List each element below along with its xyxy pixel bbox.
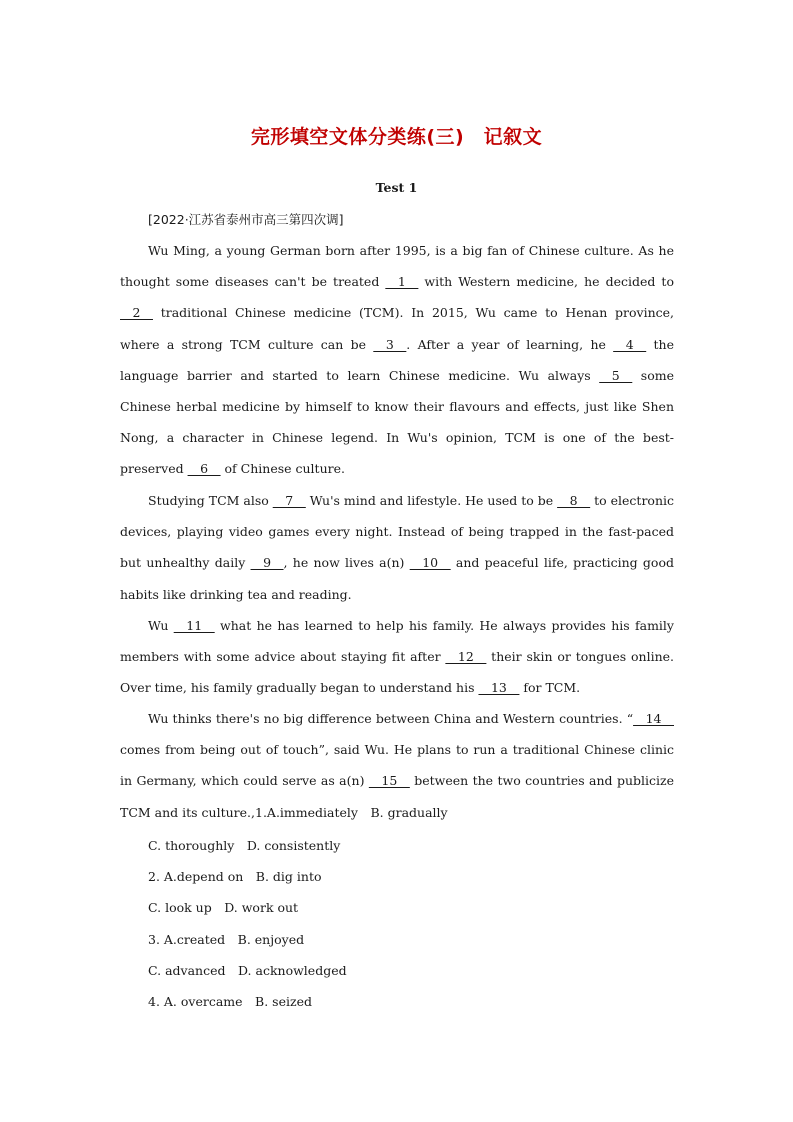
- option-line: 2. A.depend on B. dig into: [148, 869, 322, 884]
- answer-blank: __1__: [385, 274, 419, 290]
- option-line: C. look up D. work out: [148, 900, 299, 915]
- passage-text: between the two countries and publicize TCM and its culture.,1.A.immediately B. gradually: [120, 773, 674, 820]
- passage-text: what he has learned to help his family. He always provides his family members with some advice about staying fit after: [120, 618, 674, 665]
- passage-paragraph-2: [120, 485, 674, 610]
- answer-blank: __12__: [445, 649, 487, 665]
- passage-text: with Western medicine, he decided to: [418, 274, 674, 290]
- answer-blank: __8__: [557, 493, 591, 508]
- option-line: 3. A.created B. enjoyed: [148, 932, 305, 947]
- answer-blank: __2__: [120, 305, 153, 321]
- passage-text: , he now lives a(n): [283, 555, 410, 571]
- passage-text: their skin or tongues online. Over time, his family gradually began to understand his: [120, 649, 674, 696]
- passage-text: . After a year of learning, he: [406, 336, 614, 352]
- passage-paragraph-1: [120, 235, 674, 485]
- answer-blank: __4__: [613, 336, 647, 352]
- option-line: 4. A. overcame B. seized: [148, 994, 312, 1009]
- answer-blank: __11__: [173, 618, 215, 633]
- answer-blank: __13__: [478, 680, 520, 696]
- source-note: [2022·江苏省泰州市高三第四次调]: [148, 212, 344, 227]
- passage-text: Wu's mind and lifestyle. He used to be: [305, 493, 558, 508]
- passage-text: and peaceful life, practicing good habits like drinking tea and reading.: [120, 555, 674, 602]
- passage-text: to electronic devices, playing video games every night. Instead of being trapped in the fast-paced but unhealthy daily: [120, 493, 674, 571]
- passage-text: Studying TCM also: [148, 493, 273, 508]
- answer-blank: __3__: [373, 336, 407, 352]
- answer-blank: __10__: [409, 555, 451, 571]
- answer-blank: __15__: [368, 773, 410, 789]
- passage-text: Wu: [148, 618, 174, 633]
- passage-paragraph-4: [120, 703, 674, 828]
- answer-blank: __5__: [599, 367, 633, 383]
- passage-text: traditional Chinese medicine (TCM). In 2015, Wu came to Henan province, where a strong TCM culture can be: [120, 305, 674, 352]
- passage-text: the language barrier and started to learn Chinese medicine. Wu always: [120, 336, 674, 383]
- option-line: C. advanced D. acknowledged: [148, 963, 347, 978]
- passage-text: Wu Ming, a young German born after 1995, is a big fan of Chinese culture. As he thought some diseases can't be treated: [120, 243, 674, 290]
- test-label: Test 1: [375, 180, 418, 195]
- passage-text: of Chinese culture.: [220, 461, 345, 477]
- answer-blank: __9__: [250, 555, 284, 571]
- option-line: C. thoroughly D. consistently: [148, 838, 341, 853]
- passage-text: some Chinese herbal medicine by himself to know their flavours and effects, just like Shen Nong, a character in Chinese legend. In Wu's opinion, TCM is one of the best-preserved: [120, 367, 674, 477]
- passage-text: Wu thinks there's no big difference between China and Western countries. “: [148, 711, 634, 726]
- answer-blank: __6__: [187, 461, 221, 477]
- passage-paragraph-3: [120, 610, 674, 704]
- answer-blank: __7__: [272, 493, 306, 508]
- passage-text: for TCM.: [519, 680, 581, 696]
- page-title: 完形填空文体分类练(三) 记叙文: [250, 126, 543, 148]
- answer-blank: __14__: [633, 711, 674, 726]
- passage-text: comes from being out of touch”, said Wu. He plans to run a traditional Chinese clinic in Germany, which could serve as a(n): [120, 742, 674, 789]
